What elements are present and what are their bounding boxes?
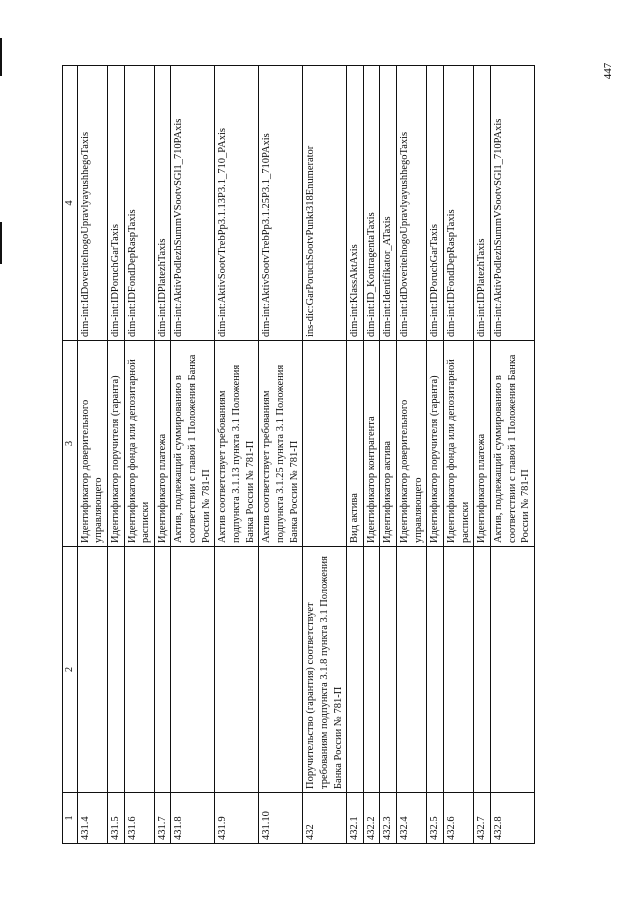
dimension-cell: dim-int:AktivPodlezhSummVSootvSGl1_710PAxis — [490, 66, 534, 341]
row-number-cell: 431.8 — [171, 793, 215, 844]
identifier-cell: Актив соответствует требованиям подпункта 3.1.13 пункта 3.1 Положения Банка России № 781-П — [215, 341, 259, 547]
header-cell-1: 1 — [63, 793, 78, 844]
table-row — [303, 66, 347, 844]
description-cell — [171, 547, 215, 793]
description-cell — [77, 547, 107, 793]
table-row — [259, 66, 303, 844]
table-row — [490, 66, 534, 844]
identifier-cell: Актив, подлежащий суммированию в соответствии с главой 1 Положения Банка России № 781-П — [171, 341, 215, 547]
description-cell — [259, 547, 303, 793]
identifier-cell: Актив, подлежащий суммированию в соответствии с главой 1 Положения Банка России № 781-П — [490, 341, 534, 547]
identifier-cell: Идентификатор фонда или депозитарной расписки — [124, 341, 154, 547]
row-number-cell: 432.8 — [490, 793, 534, 844]
description-cell — [124, 547, 154, 793]
description-cell — [380, 547, 397, 793]
table-body — [63, 66, 535, 844]
table-row — [444, 66, 474, 844]
row-number-cell: 431.4 — [77, 793, 107, 844]
description-cell — [154, 547, 171, 793]
page-number — [598, 52, 618, 90]
dimension-cell: dim-int:IDPlatezhTaxis — [474, 66, 491, 341]
table-row — [124, 66, 154, 844]
identifier-cell: Идентификатор доверительного управляющего — [77, 341, 107, 547]
description-cell — [107, 547, 124, 793]
rotated-table-container — [62, 66, 564, 844]
dimension-cell: dim-int:AktivSootvTrebPp3.1.25P3.1_710PAxis — [259, 66, 303, 341]
row-number-cell: 432.6 — [444, 793, 474, 844]
dimension-cell: dim-int:IdDoveritelnogoUpravlyayushhegoTaxis — [77, 66, 107, 341]
row-number-cell: 432.1 — [347, 793, 364, 844]
row-number-cell: 432.4 — [397, 793, 427, 844]
row-number-cell: 431.9 — [215, 793, 259, 844]
row-number-cell: 431.5 — [107, 793, 124, 844]
row-number-cell: 432.7 — [474, 793, 491, 844]
description-cell — [444, 547, 474, 793]
identifier-cell: Идентификатор поручителя (гаранта) — [107, 341, 124, 547]
description-cell — [427, 547, 444, 793]
row-number-cell: 431.7 — [154, 793, 171, 844]
header-cell-3: 3 — [63, 341, 78, 547]
dimension-cell: dim-int:AktivSootvTrebPp3.1.13P3.1_710_PAxis — [215, 66, 259, 341]
table-row — [380, 66, 397, 844]
description-cell: Поручительство (гарантия) соответствует требованиям подпункта 3.1.8 пункта 3.1 Положения Банка России № 781-П — [303, 547, 347, 793]
row-number-cell: 432.3 — [380, 793, 397, 844]
description-cell — [347, 547, 364, 793]
dimension-cell: dim-int:IdDoveritelnogoUpravlyayushhegoTaxis — [397, 66, 427, 341]
table-row — [77, 66, 107, 844]
description-cell — [490, 547, 534, 793]
identifier-cell: Идентификатор контрагента — [363, 341, 380, 547]
table-row — [154, 66, 171, 844]
dimension-cell: dim-int:IDPlatezhTaxis — [154, 66, 171, 341]
description-cell — [363, 547, 380, 793]
identifier-cell: Актив соответствует требованиям подпункта 3.1.25 пункта 3.1 Положения Банка России № 781-П — [259, 341, 303, 547]
header-cell-4: 4 — [63, 66, 78, 341]
xbrl-dimension-table — [62, 65, 535, 844]
identifier-cell: Идентификатор платежа — [154, 341, 171, 547]
header-cell-2: 2 — [63, 547, 78, 793]
dimension-cell: dim-int:KlassAktAxis — [347, 66, 364, 341]
row-number-cell: 432 — [303, 793, 347, 844]
description-cell — [474, 547, 491, 793]
margin-line-top — [0, 38, 2, 76]
dimension-cell: dim-int:ID_KontragentaTaxis — [363, 66, 380, 341]
page-number-text: 447 — [602, 62, 614, 80]
identifier-cell: Идентификатор актива — [380, 341, 397, 547]
table-row — [107, 66, 124, 844]
margin-line-middle — [0, 222, 2, 264]
dimension-cell: dim-int:IDPoruchGarTaxis — [107, 66, 124, 341]
identifier-cell: Идентификатор доверительного управляющего — [397, 341, 427, 547]
identifier-cell: Идентификатор поручителя (гаранта) — [427, 341, 444, 547]
dimension-cell: ins-dic:GarPoruchSootvPunkt318Enumerator — [303, 66, 347, 341]
row-number-cell: 432.5 — [427, 793, 444, 844]
table-row — [397, 66, 427, 844]
table-row — [347, 66, 364, 844]
identifier-cell: Вид актива — [347, 341, 364, 547]
dimension-cell: dim-int:AktivPodlezhSummVSootvSGl1_710PAxis — [171, 66, 215, 341]
dimension-cell: dim-int:IDFondDepRaspTaxis — [124, 66, 154, 341]
table-row — [474, 66, 491, 844]
dimension-cell: dim-int:IDFondDepRaspTaxis — [444, 66, 474, 341]
row-number-cell: 431.10 — [259, 793, 303, 844]
table-row — [171, 66, 215, 844]
description-cell — [397, 547, 427, 793]
row-number-cell: 431.6 — [124, 793, 154, 844]
description-cell — [215, 547, 259, 793]
table-row — [215, 66, 259, 844]
table-row — [363, 66, 380, 844]
dimension-cell: dim-int:Identifikator_ATaxis — [380, 66, 397, 341]
identifier-cell: Идентификатор платежа — [474, 341, 491, 547]
table-row — [427, 66, 444, 844]
dimension-cell: dim-int:IDPoruchGarTaxis — [427, 66, 444, 341]
identifier-cell — [303, 341, 347, 547]
row-number-cell: 432.2 — [363, 793, 380, 844]
identifier-cell: Идентификатор фонда или депозитарной расписки — [444, 341, 474, 547]
table-header-row — [63, 66, 78, 844]
